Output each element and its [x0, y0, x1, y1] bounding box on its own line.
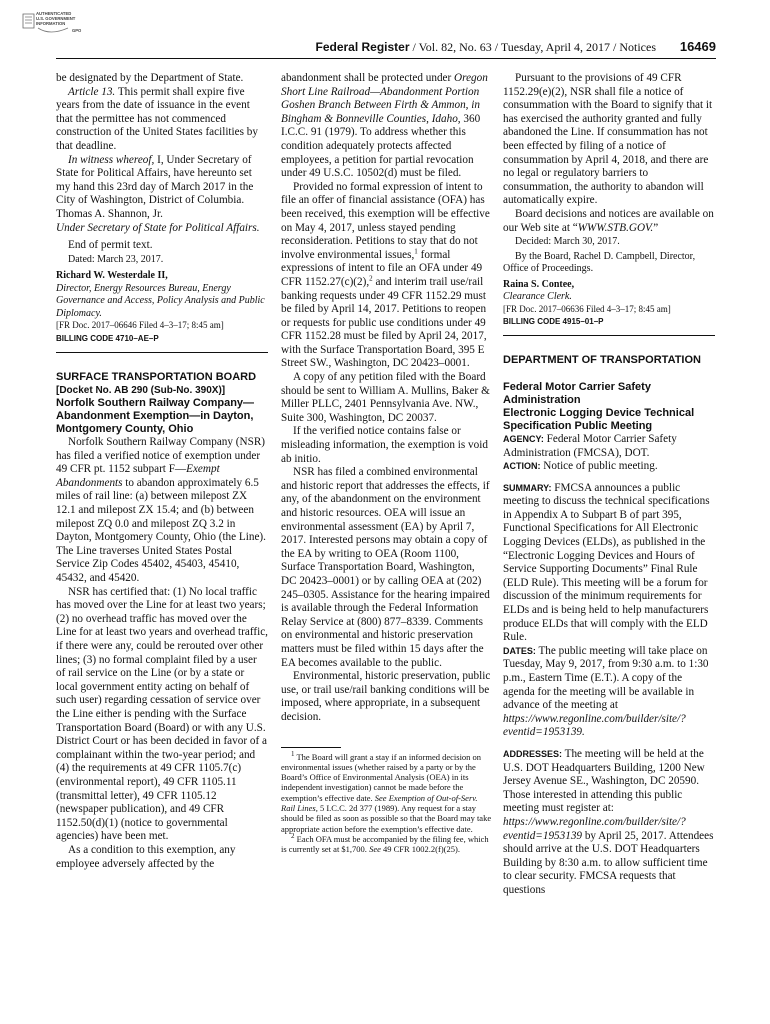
section-label: ACTION: — [503, 461, 541, 472]
signature-title: Clearance Clerk. — [503, 291, 572, 303]
billing-code: BILLING CODE 4710–AE–P — [56, 333, 159, 343]
body-text: Norfolk Southern Railway Company (NSR) has filed a verified notice of exemption under 49 CFR pt. 1152 subpart F— — [56, 436, 266, 476]
footnote-1 — [281, 749, 493, 834]
subagency-heading: Federal Motor Carrier Safety Administration — [503, 380, 651, 406]
body-text: ” — [653, 221, 659, 234]
docket-number: [Docket No. AB 290 (Sub-No. 390X)] — [56, 384, 226, 396]
paragraph — [56, 436, 268, 586]
footnote-ref-1: 1 — [414, 246, 418, 255]
body-text: Board decisions and notices are available on our Web site at “ — [503, 207, 714, 234]
footnote-number: 1 — [291, 749, 295, 758]
decided-line: Decided: March 30, 2017. — [515, 236, 620, 248]
seal-line-4: GPO — [72, 28, 82, 33]
signature-name: Raina S. Contee, — [503, 278, 575, 290]
agency-section — [503, 433, 715, 460]
footnote-italic: See — [369, 844, 381, 855]
case-citation: Oregon Short Line Railroad—Abandonment Portion Goshen Branch Between Firth & Ammon, in Bingham & Bonneville Counties, Idaho, — [281, 72, 488, 125]
section-text: by April 25, 2017. Attendees should arrive at the U.S. DOT Headquarters Building by 8:30 a.m. to allow sufficient time to clear security. FMCSA requests that questions — [503, 829, 714, 896]
paragraph — [503, 208, 715, 235]
fr-doc: [FR Doc. 2017–06646 Filed 4–3–17; 8:45 am] — [56, 320, 224, 331]
fr-doc: [FR Doc. 2017–06636 Filed 4–3–17; 8:45 am] — [503, 303, 671, 314]
paragraph: NSR has certified that: (1) No local traffic has moved over the Line for at least two years; (2) no overhead traffic has moved over the Line for at least two years and overhead traffic, if there were any, could be rerouted over other lines; (3) no formal complaint filed by a user of rail service on the Line (or by a state or local government entity acting on behalf of such user) regarding cessation of service over the Line either is pending with the Surface Transportation Board (Board) or with any U.S. District Court or has been decided in favor of a complainant within the two-year period; and (4) the requirements at 49 CFR 1105.7(c) (environmental report), 49 CFR 1105.11 (transmittal letter), 49 CFR 1105.12 (newspaper publication), and 49 CFR 1152.50(d)(1) (notice to governmental agencies) have been met. — [56, 585, 268, 843]
section-label: AGENCY: — [503, 433, 544, 444]
header-citation — [315, 40, 656, 55]
end-of-permit: End of permit text. — [68, 239, 153, 252]
issue-info: / Vol. 82, No. 63 / Tuesday, April 4, 2017 / Notices — [409, 40, 656, 54]
column-1 — [56, 72, 268, 871]
billing-code: BILLING CODE 4915–01–P — [503, 317, 604, 327]
page-header — [56, 38, 716, 56]
action-section — [503, 460, 715, 474]
paragraph: As a condition to this exemption, any employee adversely affected by the — [56, 843, 236, 870]
footnote-text: 49 CFR 1002.2(f)(25). — [380, 844, 460, 855]
signer-title: Under Secretary of State for Political Affairs. — [56, 221, 260, 234]
by-board-line: By the Board, Rachel D. Campbell, Director, Office of Proceedings. — [503, 250, 696, 275]
registration-link[interactable]: https://www.regonline.com/builder/site/?eventid=1953139 — [503, 815, 686, 842]
section-text: Federal Motor Carrier Safety Administration (FMCSA), DOT. — [503, 432, 677, 459]
addresses-section — [503, 748, 715, 898]
witness-text: I, Under Secretary of State for Political Affairs, have hereunto set my hand this 23rd day of March 2017 in the City of Washington, District of Columbia. — [56, 153, 254, 207]
article-label: Article 13. — [68, 85, 116, 98]
section-text: The meeting will be held at the U.S. DOT Headquarters Building, 1200 New Jersey Avenue SE., Washington, DC 20590. Those interested in attending this public meeting must register at: — [503, 747, 705, 815]
dates-section — [503, 645, 715, 740]
column-3 — [503, 72, 715, 898]
paragraph: be designated by the Department of State. — [56, 72, 244, 84]
paragraph: Pursuant to the provisions of 49 CFR 1152.29(e)(2), NSR shall file a notice of consummation with the Board to signify that it has exercised the authority granted and fully abandoned the Line. If consummation has not been effected by filing of a notice of consummation by April 4, 2018, and there are no legal or regulatory barriers to consummation, the authority to abandon will automatically expire. — [503, 72, 713, 207]
paragraph: If the verified notice contains false or misleading information, the exemption is void ab initio. — [281, 425, 488, 465]
section-label: SUMMARY: — [503, 482, 552, 493]
footnote-2 — [281, 834, 493, 855]
website-link: WWW.STB.GOV. — [577, 221, 654, 234]
summary-section — [503, 482, 715, 645]
paragraph: A copy of any petition filed with the Board should be sent to William A. Mullins, Baker & Miller PLLC, 2401 Pennsylvania Ave. NW., Suite 300, Washington, DC 20037. — [281, 371, 490, 424]
page-number: 16469 — [679, 39, 716, 54]
section-label: DATES: — [503, 645, 536, 656]
footnote-text: Each OFA must be accompanied by the filing fee, which is currently set at $1,700. — [281, 833, 489, 855]
section-text: Notice of public meeting. — [540, 460, 658, 473]
footnote-text: 5 I.C.C. 2d 377 (1989). Any request for a stay should be filed as soon as possible so that the Board may take appropriate action before the exemption’s effective date. — [281, 802, 492, 834]
department-heading: DEPARTMENT OF TRANSPORTATION — [503, 353, 701, 366]
section-divider — [56, 352, 268, 353]
paragraph: Environmental, historic preservation, public use, or trail use/rail banking conditions will be imposed, where appropriate, in a subsequent decision. — [281, 670, 491, 723]
witness-label: In witness whereof, — [68, 153, 155, 166]
paragraph — [56, 154, 268, 208]
section-text: The public meeting will take place on Tuesday, May 9, 2017, from 9:30 a.m. to 1:30 p.m., Eastern Time (E.T.). A copy of the agenda for the meeting will be available in advance of the meeting at — [503, 644, 709, 712]
section-text: FMCSA announces a public meeting to discuss the technical specifications in Appendix A to Subpart B of part 395, Functional Specifications for All Electronic Logging Devices (ELDs), as published in the “Electronic Logging Devices and Hours of Service Supporting Documents” Final Rule (ELD Rule). This meeting will be a forum for discussion of the minimum requirements for ELDs and is being held to help manufacturers produce ELDs that will comply with the ELD Rule. — [503, 481, 710, 644]
paragraph — [281, 181, 493, 371]
footnote-ref-2: 2 — [369, 274, 373, 283]
footnote-rule — [281, 747, 341, 748]
column-2 — [281, 72, 493, 854]
body-text: formal expressions of intent to file an OFA under 49 CFR 1152.27(c)(2), — [281, 248, 483, 288]
body-text: 360 I.C.C. 91 (1979). To address whether this condition adequately protects affected employees, a petition for partial revocation under 49 U.S.C. 10502(d) must be filed. — [281, 112, 481, 180]
section-label: ADDRESSES: — [503, 748, 563, 759]
body-text: abandonment shall be protected under — [281, 72, 455, 84]
notice-subject: Norfolk Southern Railway Company—Abandonment Exemption—in Dayton, Montgomery County, Ohio — [56, 397, 255, 436]
seal-line-3: INFORMATION — [36, 21, 66, 26]
signer-name: Thomas A. Shannon, Jr. — [56, 207, 163, 220]
agency-heading: SURFACE TRANSPORTATION BOARD — [56, 370, 257, 383]
registration-link[interactable]: https://www.regonline.com/builder/site/?eventid=1953139. — [503, 712, 686, 739]
journal-title: Federal Register — [315, 40, 410, 54]
article-text: This permit shall expire five years from the date of issuance in the event that the permittee has not commenced construction of the United States facilities by that deadline. — [56, 85, 258, 152]
notice-subject: Electronic Logging Device Technical Specification Public Meeting — [503, 406, 695, 432]
body-text: and interim trail use/rail banking requests under 49 CFR 1152.29 must be filed by April 14, 2017. Petitions to reopen or requests for public use conditions under 49 CFR 1152.28 must be filed by April 24, 2017, with the Surface Transportation Board, 395 E Street SW., Washington, DC 20423–0001. — [281, 275, 487, 370]
signature-name: Richard W. Westerdale II, — [56, 270, 168, 282]
paragraph — [56, 86, 268, 154]
body-text: Provided no formal expression of intent to file an offer of financial assistance (OFA) has been received, this exemption will be effective on May 4, 2017, unless stayed pending reconsideration. Petitions to stay that do not involve environmental issues, — [281, 180, 490, 261]
footnote-italic: See Exemption of Out-of-Serv. Rail Lines, — [281, 792, 478, 813]
seal-line-1: AUTHENTICATED — [36, 11, 72, 16]
header-rule — [56, 58, 716, 59]
footnote-number: 2 — [291, 832, 295, 841]
signature-title: Director, Energy Resources Bureau, Energy Governance and Access, Policy Analysis and Public Diplomacy. — [56, 282, 265, 319]
body-text: to abandon approximately 6.5 miles of rail line: (a) between milepost ZX 12.1 and milepost ZX 15.4; and (b) between milepost ZQ 0.0 and milepost ZQ 3.2 in Dayton, Montgomery County, Ohio (the Line). The Line traverses United States Postal Service Zip Codes 45402, 45403, 45410, 45432, and 45420. — [56, 476, 266, 585]
paragraph: NSR has filed a combined environmental and historic report that addresses the effects, if any, of the abandonment on the environment and historic resources. OEA will issue an environmental assessment (EA) by April 7, 2017. Interested persons may obtain a copy of the EA by writing to OEA (Room 1100, Surface Transportation Board, Washington, DC 20423–0001) or by calling OEA at (202) 245–0305. Assistance for the hearing impaired is available through the Federal Information Relay Service at (800) 877–8339. Comments on environmental and historic preservation matters must be filed within 15 days after the EA becomes available to the public. — [281, 466, 490, 669]
section-divider — [503, 335, 715, 336]
body-italic: Exempt Abandonments — [56, 463, 220, 489]
footnote-text: The Board will grant a stay if an informed decision on environmental issues (whether raised by a party or by the Board’s Office of Environmental Analysis (OEA) in its independent investigation) cannot be made before the exemption’s effective date. — [281, 751, 482, 803]
dated-line: Dated: March 23, 2017. — [68, 253, 164, 265]
seal-line-2: U.S. GOVERNMENT — [36, 16, 76, 21]
paragraph — [281, 72, 493, 181]
